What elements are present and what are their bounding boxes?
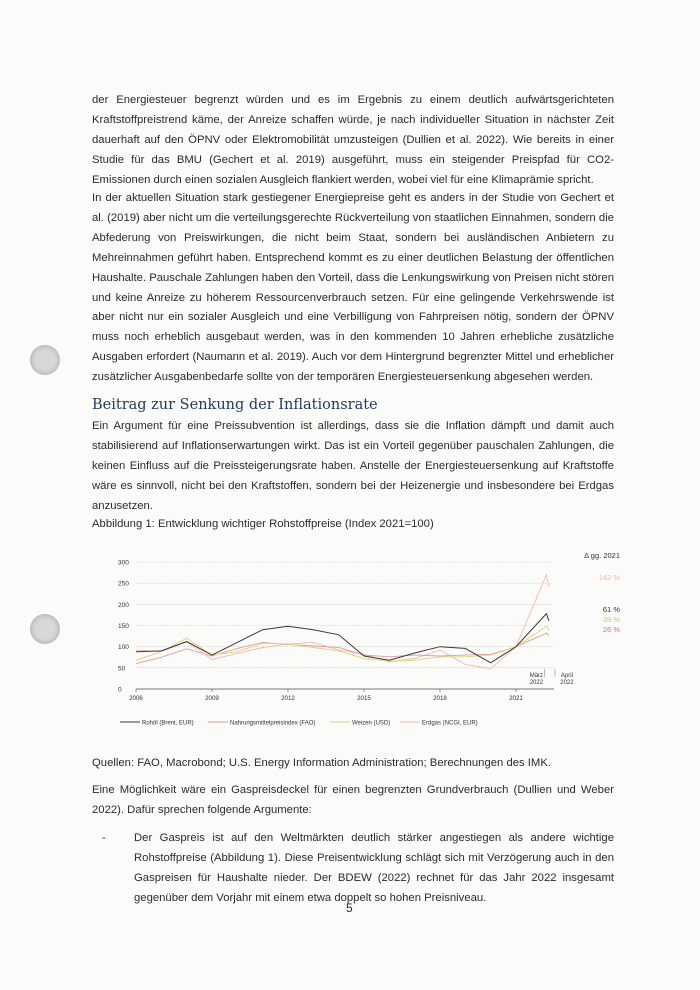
page-number: 5 — [346, 901, 353, 915]
x-extra-label: März — [529, 673, 544, 679]
x-tick-label: 2012 — [281, 695, 295, 702]
legend-label-food: Nahrungsmittelpreisindex (FAO) — [230, 720, 316, 727]
punch-hole — [30, 614, 60, 644]
delta-label-wheat: 39 % — [602, 615, 620, 624]
series-line-weizen — [136, 626, 549, 661]
figure-caption: Abbildung 1: Entwicklung wichtiger Rohstoffpreise (Index 2021=100) — [92, 518, 434, 530]
punch-hole — [30, 345, 60, 375]
commodity-price-chart — [92, 542, 622, 737]
legend-label-wheat: Weizen (USD) — [352, 720, 391, 727]
delta-label-oil: 61 % — [602, 605, 620, 614]
y-tick-label: 250 — [118, 580, 129, 588]
y-tick-label: 300 — [118, 559, 129, 567]
y-tick-label: 200 — [118, 601, 129, 609]
x-tick-label: 2018 — [433, 695, 447, 702]
legend-label-gas: Erdgas (NCGI, EUR) — [422, 720, 478, 727]
x-tick-label: 2021 — [509, 695, 523, 702]
bullet-text: Der Gaspreis ist auf den Weltmärkten deutlich stärker angestiegen als andere wichtige Rohstoffpreise (Abbildung 1). Diese Preisentwicklung schlägt sich mit Verzögerung auch in den Gaspreisen für Haushalte nieder. Der BDEW (2022) rechnet für das Jahr 2022 insgesamt gegenüber dem Vorjahr mit einem etwa doppelt so hohen Preisniveau. — [134, 832, 614, 904]
y-tick-label: 100 — [118, 644, 129, 652]
figure-source: Quellen: FAO, Macrobond; U.S. Energy Information Administration; Berechnungen des IMK. — [92, 757, 552, 769]
x-extra-label: April — [560, 673, 573, 679]
y-tick-label: 0 — [118, 686, 122, 694]
y-tick-label: 150 — [118, 623, 129, 630]
x-extra-label: 2022 — [529, 680, 544, 686]
x-tick-label: 2009 — [205, 695, 219, 702]
delta-label-gas: 142 % — [598, 573, 620, 582]
bullet-marker: - — [102, 832, 106, 844]
paragraph-gas-price-cap: Eine Möglichkeit wäre ein Gaspreisdeckel für einen begrenzten Grundverbrauch (Dullien und Weber 2022). Dafür sprechen folgende Argumente: — [92, 784, 614, 816]
section-heading: Beitrag zur Senkung der Inflationsrate — [92, 397, 378, 413]
paragraph-current-situation: In der aktuellen Situation stark gestiegener Energiepreise geht es anders in der Studie von Gechert et al. (2019) aber nicht um die verteilungsgerechte Rückverteilung von staatlichen Einnahmen, sondern die Abfederung von Preiswirkungen, die nicht beim Staat, sondern bei ausländischen Anbietern zu Mehreinnahmen geführt haben. Entsprechend kommt es zu einer deutlichen Belastung der öffentlichen Haushalte. Pauschale Zahlungen haben den Vorteil, dass die Lenkungswirkung von Preisen nicht stören und keine Anreize zu höherem Ressourcenverbrauch setzen. Für eine gelingende Verkehrswende ist aber nicht nur ein sozialer Ausgleich und eine Verbilligung von Fahrpreisen nötig, sondern der ÖPNV muss noch erheblich ausgebaut werden, was in den kommenden 10 Jahren erhebliche zusätzliche Ausgaben erfordert (Naumann et al. 2019). Auch vor dem Hintergrund begrenzter Mittel und erheblicher zusätzlicher Ausgabenbedarfe sollte von der temporären Energiesteuersenkung abgesehen werden. — [92, 192, 614, 384]
y-tick-label: 50 — [118, 665, 126, 673]
x-tick-label: 2006 — [129, 695, 143, 702]
bullet-item — [92, 829, 614, 909]
delta-header: Δ gg. 2021 — [584, 551, 620, 560]
legend-label-oil: Rohöl (Brent, EUR) — [142, 720, 194, 727]
paragraph-energy-tax: der Energiesteuer begrenzt würden und es im Ergebnis zu einem deutlich aufwärtsgerichteten Kraftstoffpreistrend käme, der Anreize schaffen würde, je nach individueller Situation in nächster Zeit dauerhaft auf den ÖPNV oder Elektromobilität umzusteigen (Dullien et al. 2022). Wie bereits in einer Studie für das BMU (Gechert et al. 2019) ausgeführt, muss ein steigender Preispfad für CO2-Emissionen durch einen sozialen Ausgleich flankiert werden, wobei viel für eine Klimaprämie spricht. — [92, 94, 614, 186]
x-extra-label: 2022 — [560, 680, 574, 686]
x-tick-label: 2015 — [357, 695, 371, 702]
paragraph-inflation: Ein Argument für eine Preissubvention ist allerdings, dass sie die Inflation dämpft und damit auch stabilisierend auf Inflationserwartungen wirkt. Das ist ein Vorteil gegenüber pauschalen Zahlungen, die keinen Einfluss auf die Preissteigerungsrate haben. Anstelle der Energiesteuersenkung auf Kraftstoffe wäre es sinnvoll, nicht bei den Kraftstoffen, sondern bei der Heizenergie und insbesondere bei Erdgas anzusetzen. — [92, 420, 614, 512]
delta-label-food: 26 % — [602, 625, 620, 634]
